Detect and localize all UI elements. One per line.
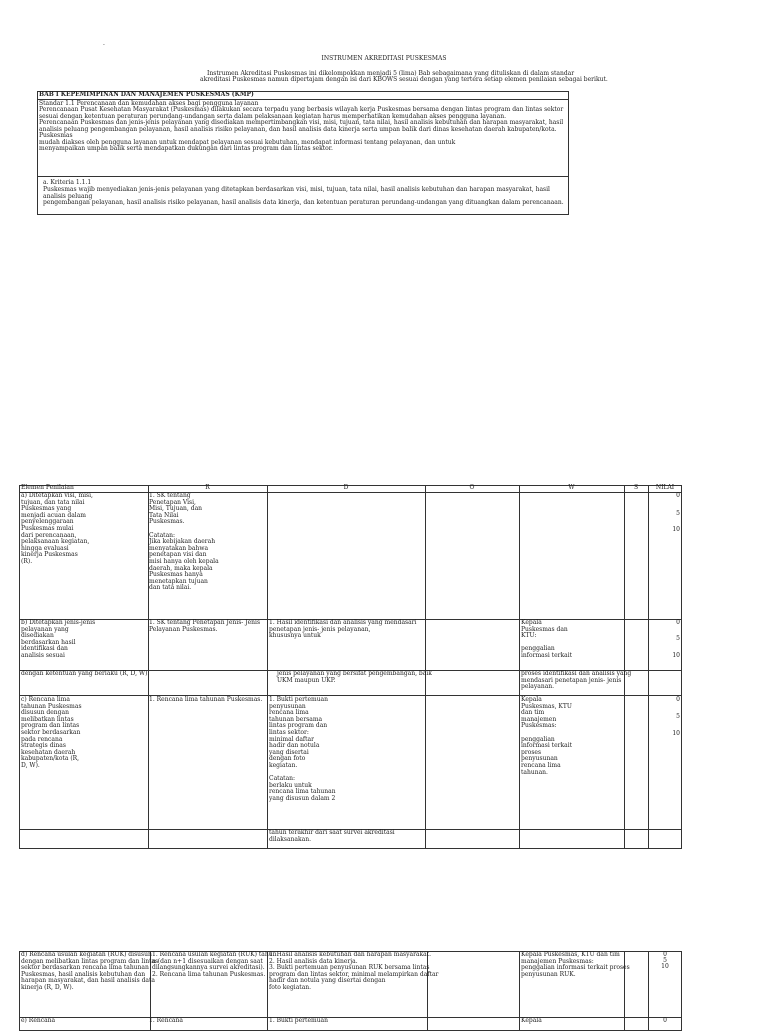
table-header-divider <box>19 492 682 493</box>
intro-line-1: Instrumen Akreditasi Puskesmas ini dikelompokkan menjadi 5 (lima) Bab sebagaimana yang dituliskan di dalam standar <box>207 70 575 77</box>
d-e: 1. Bukti pertemuan <box>269 1017 328 1024</box>
kriteria-label: a. Kriteria 1.1.1 <box>43 179 92 186</box>
r-d: 1. Rencana usulan kegiatan (RUK) tahun n (dan n+1 disesuaikan dengan saat dilangsungkannya survei akreditasi). 2. Rencana lima tahunan Puskesmas. <box>152 951 277 978</box>
nilai-a-0: 0 <box>676 492 680 499</box>
nilai-e-0: 0 <box>663 1017 667 1024</box>
r-c: 1. Rencana lima tahunan Puskesmas. <box>149 696 263 703</box>
table-col-divider <box>425 485 426 849</box>
nilai-d-10: 10 <box>661 963 669 970</box>
d-c: 1. Bukti pertemuan penyusunan rencana lima tahunan bersama lintas program dan lintas sektor: minimal daftar hadir dan notula yang disertai dengan foto kegiatan. Catatan: berlaku untuk rencana lima tahunan yang disusun dalam 2 <box>269 696 336 802</box>
w-b-cont: proses identifikasi dan analisis yang mendasari penetapan jenis- jenis pelayanan. <box>521 670 632 691</box>
ep-b-cont: dengan ketentuan yang berlaku (R, D, W). <box>21 670 150 677</box>
d-c-cont: tahun terakhir dari saat survei akreditasi dilaksanakan. <box>269 829 395 843</box>
header-s: S <box>633 484 639 491</box>
header-o: O <box>469 484 475 491</box>
table-col-divider <box>267 485 268 849</box>
nilai-a-10: 10 <box>672 526 680 533</box>
table-row-divider <box>19 695 682 696</box>
kriteria-body: Puskesmas wajib menyediakan jenis-jenis pelayanan yang ditetapkan berdasarkan visi, misi, tujuan, tata nilai, hasil analisis kebutuhan dan harapan masyarakat, hasil analisis peluang pengembangan pelayanan, hasil analisis risiko pelayanan, hasil analisis data kinerja, dan ketentuan peraturan perundang-undangan yang dituangkan dalam perencanaan. <box>43 186 564 207</box>
document-title: INSTRUMEN AKREDITASI PUSKESMAS <box>321 55 447 62</box>
standar-body-2: Perencanaan Puskesmas dan jenis-jenis pelayanan yang disediakan mempertimbangkan visi, misi, tujuan, tata nilai, hasil analisis kebutuhan dan harapan masyarakat, hasil analisis peluang pengembangan pelayanan, hasil analisis risiko pelayanan, dan hasil analisis data kinerja serta umpan balik dari dinas kesehatan daerah kabupaten/kota. Puskesmas mudah diakses oleh pengguna layanan untuk mendapat pelayanan sesuai kebutuhan, mendapat informasi tentang pelayanan, dan untuk menyampaikan umpan balik serta mendapatkan dukungan dari lintas program dan lintas sektor. <box>39 119 564 153</box>
table-row-divider <box>19 1017 682 1018</box>
nilai-c-10: 10 <box>672 730 680 737</box>
r-a: 1. SK tentang Penetapan Visi, Misi, Tujuan, dan Tata Nilai Puskesmas. Catatan: Jika kebijakan daerah menyatakan bahwa penetapan visi dan misi hanya oleh kepala daerah, maka kepala Puskesmas hanya menetapkan tujuan dan tata nilai. <box>149 492 219 592</box>
nilai-b-10: 10 <box>672 652 680 659</box>
r-b: 1. SK tentang Penetapan Jenis- Jenis Pelayanan Puskesmas. <box>149 619 261 633</box>
table-col-divider <box>519 951 520 1031</box>
ep-e: e) Rencana <box>21 1017 56 1024</box>
ep-d: d) Rencana usulan kegiatan (RUK) disusun dengan melibatkan lintas program dan lintas sektor berdasarkan rencana lima tahunan Puskesmas, hasil analisis kebutuhan dan harapan masyarakat, dan hasil analisis data kinerja (R, D, W). <box>21 951 159 991</box>
table-col-divider <box>624 485 625 849</box>
d-b-cont: jenis pelayanan yang bersifat pengembangan, baik UKM maupun UKP. <box>277 670 432 684</box>
nilai-a-5: 5 <box>676 510 680 517</box>
header-d: D <box>343 484 349 491</box>
standar-heading: Standar 1.1 Perencanaan dan kemudahan akses bagi pengguna layanan <box>39 100 259 107</box>
standar-body-1: Perencanaan Pusat Kesehatan Masyarakat (Puskesmas) dilakukan secara terpadu yang berbasis wilayah kerja Puskesmas bersama dengan lintas program dan lintas sektor sesuai dengan ketentuan peraturan perundang-undangan serta dalam pelaksanaan kegiatan harus memperhatikan kemudahan akses pengguna layanan. <box>39 106 564 120</box>
nilai-d-5: 5 <box>663 957 667 964</box>
intro-line-2: akreditasi Puskesmas namun dipertajam dengan isi dari KBOWS sesuai dengan yang tertera setiap elemen penilaian sebagai berikut. <box>200 76 608 83</box>
nilai-c-0: 0 <box>676 696 680 703</box>
assessment-table <box>19 485 682 849</box>
header-elemen-penilaian: Elemen Penilaian <box>21 484 74 491</box>
r-e: 1. Rencana <box>149 1017 183 1024</box>
nilai-d-0: 0 <box>663 951 667 958</box>
d-d: 1. Hasil analisis kebutuhan dan harapan masyarakat. 2. Hasil analisis data kinerja. 3. Bukti pertemuan penyusunan RUK bersama lintas program dan lintas sektor, minimal melampirkan daftar hadir dan notula yang disertai dengan foto kegiatan. <box>269 951 439 991</box>
header-w: W <box>568 484 575 491</box>
ep-a: a) Ditetapkan visi, misi, tujuan, dan tata nilai Puskesmas yang menjadi acuan dalam penyelenggaraan Puskesmas mulai dari perencanaan, pelaksanaan kegiatan, hingga evaluasi kinerja Puskesmas (R). <box>21 492 93 565</box>
header-nilai: NILAI <box>655 484 675 491</box>
w-b: Kepala Puskesmas dan KTU: penggalian informasi terkait <box>521 619 573 659</box>
stray-dot: . <box>103 40 105 47</box>
nilai-c-5: 5 <box>676 713 680 720</box>
w-c: Kepala Puskesmas, KTU dan tim manajemen Puskesmas: penggalian informasi terkait proses penyusunan rencana lima tahunan. <box>521 696 573 776</box>
table-col-divider <box>648 485 649 849</box>
nilai-b-5: 5 <box>676 635 680 642</box>
nilai-b-0: 0 <box>676 619 680 626</box>
ep-c: c) Rencana lima tahunan Puskesmas disusun dengan melibatkan lintas program dan lintas sektor berdasarkan pada rencana strategis dinas kesehatan daerah kabupaten/kota (R, D, W). <box>21 696 82 769</box>
bab-kriteria-divider <box>37 176 569 177</box>
table-col-divider <box>519 485 520 849</box>
w-d: Kepala Puskesmas, KTU dan tim manajemen Puskesmas: penggalian informasi terkait proses penyusunan RUK. <box>521 951 630 978</box>
header-r: R <box>205 484 210 491</box>
d-b: 1. Hasil identifikasi dan analisis yang mendasari penetapan jenis- jenis pelayanan, khususnya untuk <box>269 619 417 640</box>
w-e: Kepala <box>521 1017 542 1024</box>
ep-b: b) Ditetapkan jenis-jenis pelayanan yang disediakan berdasarkan hasil identifikasi dan analisis sesuai <box>21 619 96 659</box>
bab-title: BAB I KEPEMIMPINAN DAN MANAJEMEN PUSKESMAS (KMP) <box>39 91 254 98</box>
